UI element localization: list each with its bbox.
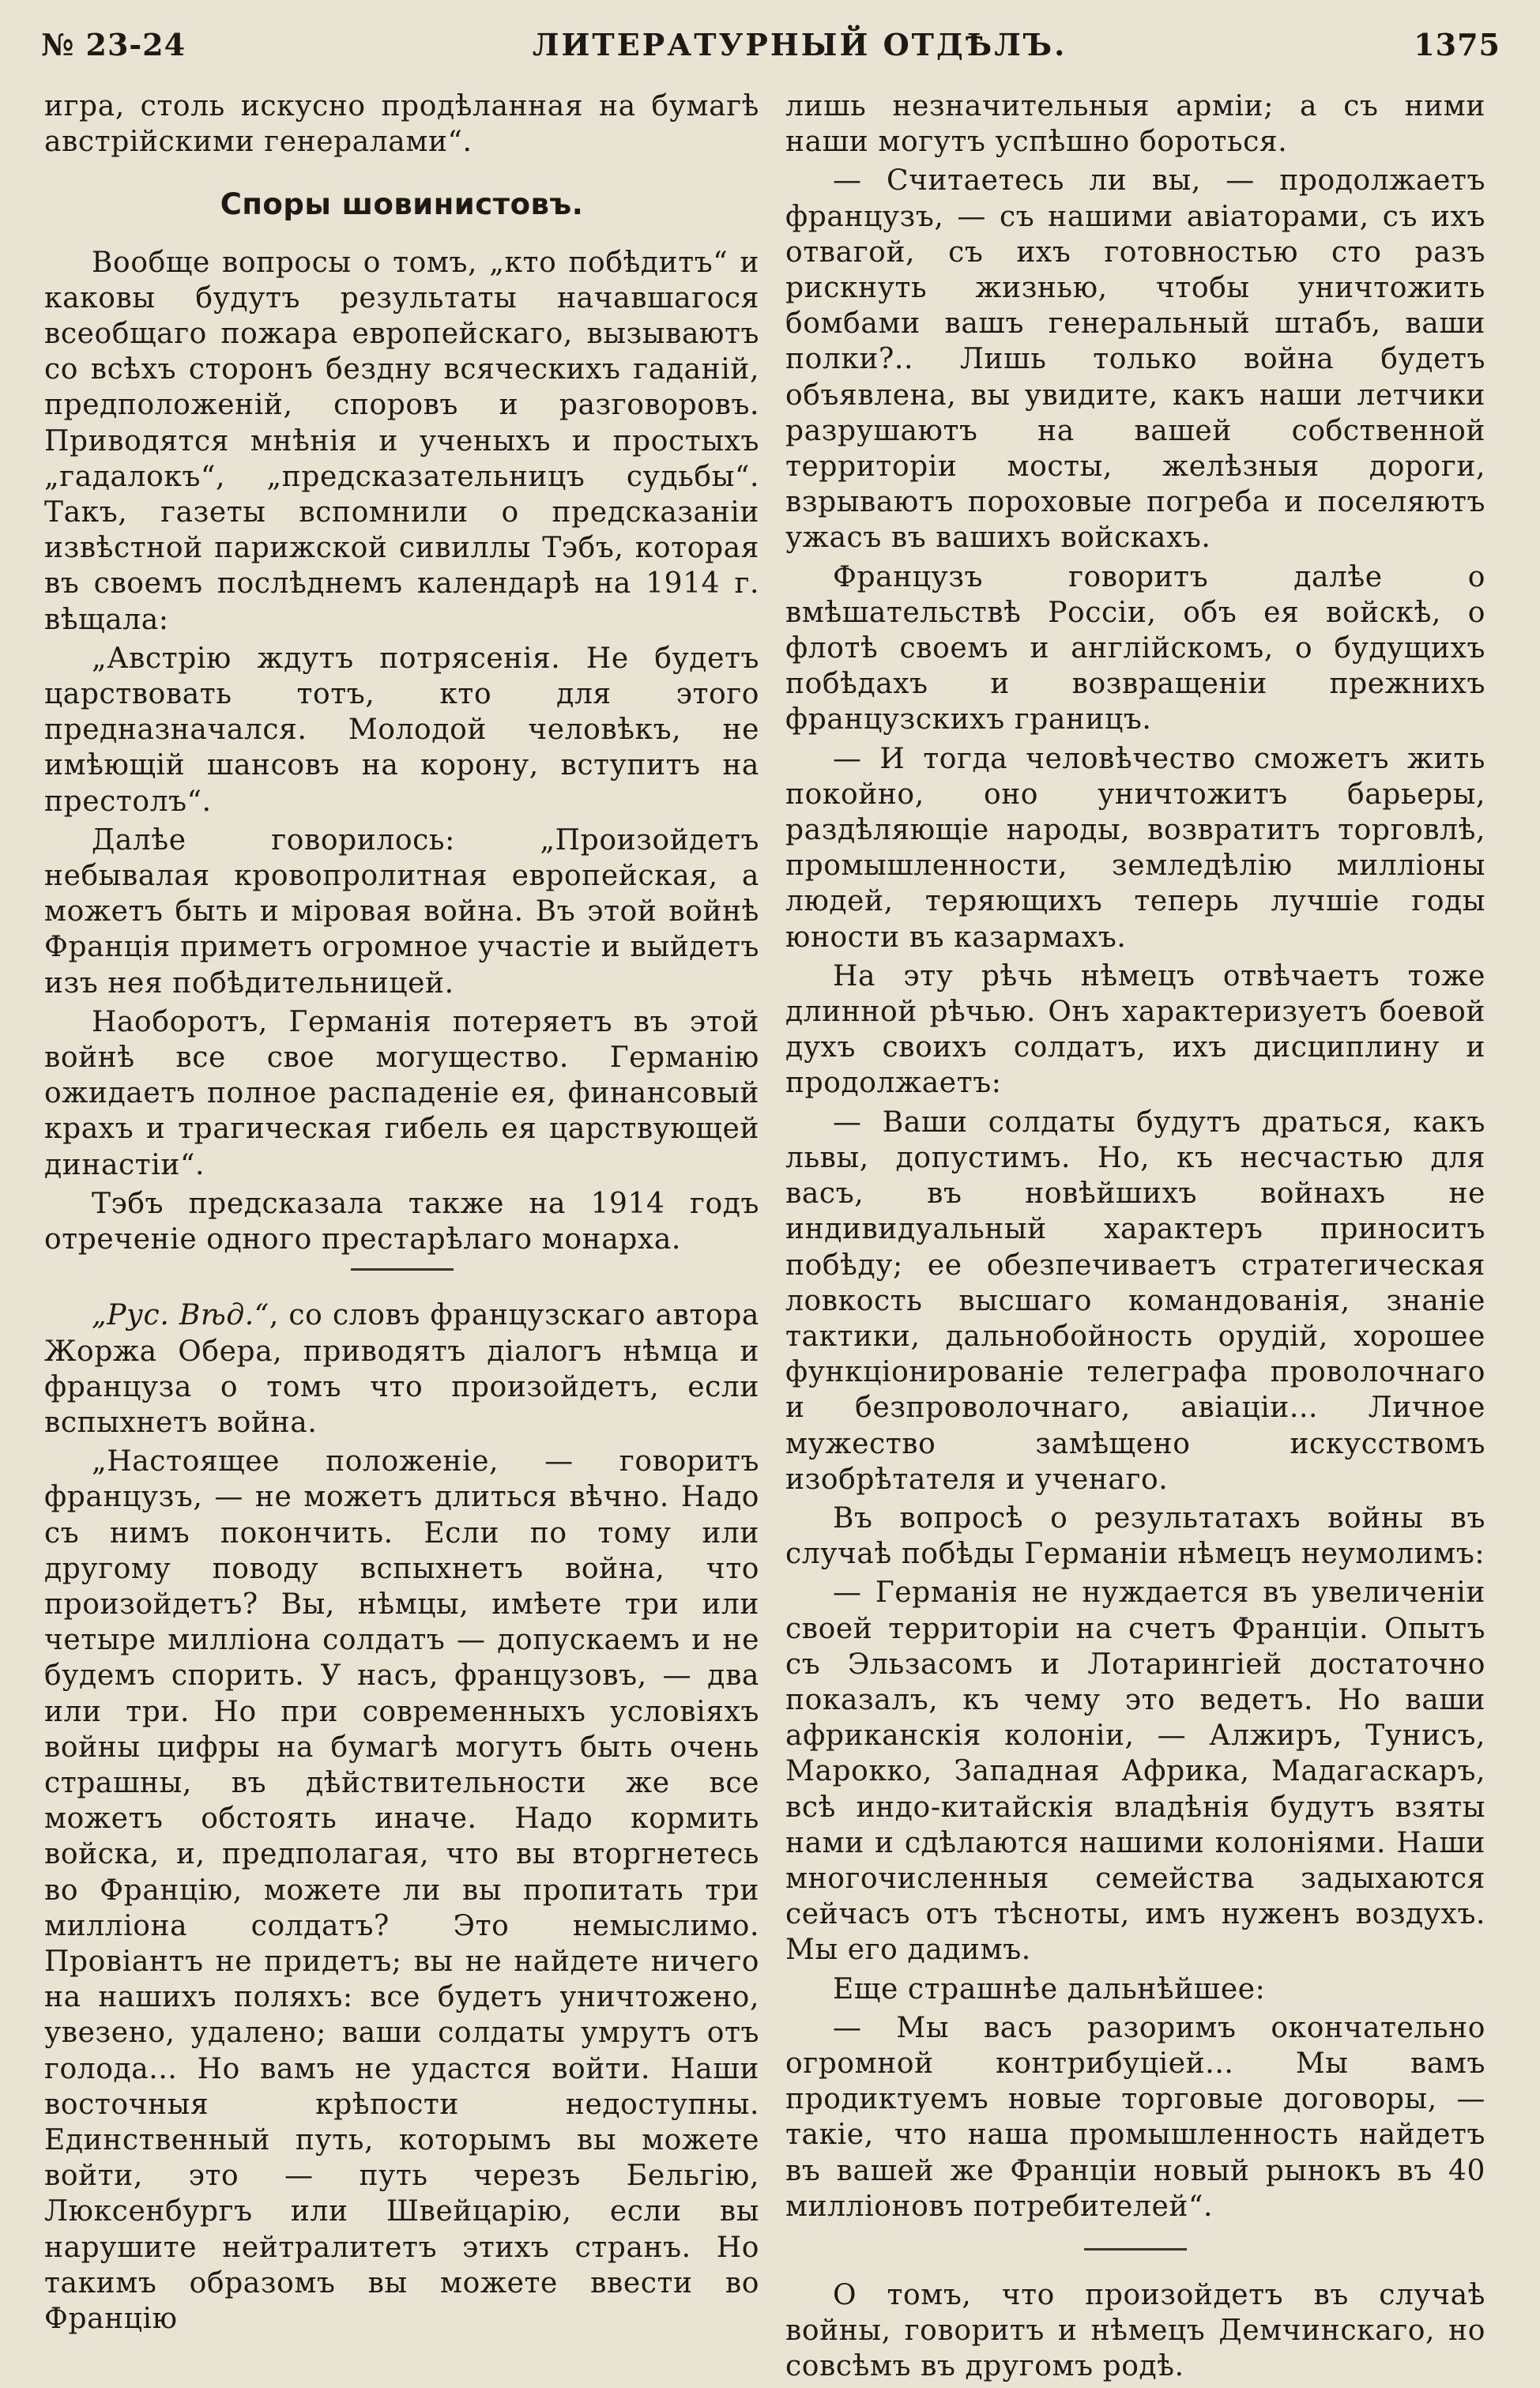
right-column [785,89,1485,2388]
paragraph: На эту рѣчь нѣмецъ отвѣчаетъ тоже длинной рѣчью. Онъ характеризуетъ боевой духъ своихъ солдатъ, ихъ дисциплину и продолжаетъ: [785,959,1485,1100]
page-number: 1375 [1414,26,1500,62]
paragraph: Еще страшнѣе дальнѣйшее: [833,1972,1266,2006]
paragraph: Далѣе говорилось: „Произойдетъ небывалая кровопролитная европейская, а можетъ быть и міровая война. Въ этой войнѣ Франція приметъ огромное участіе и выйдетъ изъ нея побѣдительницей. [44,823,759,1000]
paragraph: Въ вопросѣ о результатахъ войны въ случаѣ побѣды Германіи нѣмецъ неумолимъ: [785,1501,1485,1571]
paragraph: О томъ, что произойдетъ въ случаѣ войны, говоритъ и нѣмецъ Демчинскаго, но совсѣмъ въ другомъ родѣ. [785,2278,1485,2383]
paragraph [44,1298,759,1441]
divider-rule [351,1268,454,1271]
paragraph: Французъ говоритъ далѣе о вмѣшательствѣ Россіи, объ ея войскѣ, о флотѣ своемъ и англійскомъ, о будущихъ побѣдахъ и возвращеніи прежнихъ французскихъ границъ. [785,560,1485,736]
paragraph: Вообще вопросы о томъ, „кто побѣдитъ“ и каковы будутъ результаты начавшагося всеобщаго пожара европейскаго, вызываютъ со всѣхъ сторонъ бездну всяческихъ гаданій, предположеній, споровъ и разговоровъ. Приводятся мнѣнія и ученыхъ и простыхъ „гадалокъ“, „предсказательницъ судьбы“. Такъ, газеты вспомнили о предсказаніи извѣстной парижской сивиллы Тэбъ, которая въ своемъ послѣднемъ календарѣ на 1914 г. вѣщала: [44,246,759,636]
section-heading: Споры шовинистовъ. [220,187,584,222]
paragraph-text: , со словъ французскаго автора Жоржа Обера, приводятъ діалогъ нѣмца и француза о томъ что произойдетъ, если вспыхнетъ война. [44,1299,759,1439]
page-header [41,22,1500,66]
paragraph: — Считаетесь ли вы, — продолжаетъ французъ, — съ нашими авіаторами, съ ихъ отвагой, съ ихъ готовностью сто разъ рискнуть жизнью, чтобы уничтожить бомбами вашъ генеральный штабъ, ваши полки?.. Лишь только война будетъ объявлена, вы увидите, какъ наши летчики разрушаютъ на вашей собственной территоріи мосты, желѣзныя дороги, взрываютъ пороховые погреба и поселяютъ ужасъ въ вашихъ войскахъ. [785,164,1485,555]
paragraph: — И тогда человѣчество сможетъ жить покойно, оно уничтожитъ барьеры, раздѣляющіе народы, возвратитъ торговлѣ, промышленности, земледѣлію милліоны людей, теряющихъ теперь лучшіе годы юности въ казармахъ. [785,742,1485,954]
issue-number: № 23-24 [41,26,186,62]
paragraph: — Германія не нуждается въ увеличеніи своей территоріи на счетъ Франціи. Опытъ съ Эльзасомъ и Лотарингіей достаточно показалъ, къ чему это ведетъ. Но ваши африканскія колоніи, — Алжиръ, Тунисъ, Марокко, Западная Африка, Мадагаскаръ, всѣ индо-китайскія владѣнія будутъ взяты нами и сдѣлаются нашими колоніями. Наши многочисленныя семейства задыхаются сейчасъ отъ тѣсноты, имъ нуженъ воздухъ. Мы его дадимъ. [785,1576,1485,1967]
paragraph: — Ваши солдаты будутъ драться, какъ львы, допустимъ. Но, къ несчастью для васъ, въ новѣйшихъ войнахъ не индивидуальный характеръ приноситъ побѣду; ее обезпечиваетъ стратегическая ловкость высшаго командованія, знаніе тактики, дальнобойность орудій, хорошее функціонированіе телеграфа проволочнаго и безпроволочнаго, авіаціи... Личное мужество замѣщено искусствомъ изобрѣтателя и ученаго. [785,1105,1485,1496]
paragraph: „Австрію ждутъ потрясенія. Не будетъ царствовать тотъ, кто для этого предназначался. Молодой человѣкъ, не имѣющій шансовъ на корону, вступитъ на престолъ“. [44,642,759,818]
divider-rule [1084,2248,1187,2251]
paragraph: Тэбъ предсказала также на 1914 годъ отреченіе одного престарѣлаго монарха. [44,1187,759,1256]
paragraph: — Мы васъ разоримъ окончательно огромной контрибуціей... Мы вамъ продиктуемъ новые торговые договоры, — такіе, что наша промышленность найдетъ въ вашей же Франціи новый рынокъ въ 40 милліоновъ потребителей“. [785,2011,1485,2223]
paragraph: игра, столь искусно продѣланная на бумагѣ австрійскими генералами“. [44,90,759,159]
left-column [44,89,759,2340]
paragraph: „Настоящее положеніе, — говоритъ французъ, — не можетъ длиться вѣчно. Надо съ нимъ покончить. Если по тому или другому поводу вспыхнетъ война, что произойдетъ? Вы, нѣмцы, имѣете три или четыре милліона солдатъ — допускаемъ и не будемъ спорить. У насъ, французовъ, — два или три. Но при современныхъ условіяхъ войны цифры на бумагѣ могутъ быть очень страшны, въ дѣйствительности же все можетъ обстоять иначе. Надо кормить войска, и, предполагая, что вы вторгнетесь во Францію, можете ли вы пропитать три милліона солдатъ? Это немыслимо. Провіантъ не придетъ; вы не найдете ничего на нашихъ поляхъ: все будетъ уничтожено, увезено, удалено; ваши солдаты умрутъ отъ голода... Но вамъ не удастся войти. Наши восточныя крѣпости недоступны. Единственный путь, которымъ вы можете войти, это — путь черезъ Бельгію, Люксенбургъ или Швейцарію, если вы нарушите нейтралитетъ этихъ странъ. Но такимъ образомъ вы можете ввести во Францію [44,1445,759,2335]
paragraph: лишь незначительныя арміи; а съ ними наши могутъ успѣшно бороться. [785,90,1485,159]
source-name: „Рус. Вѣд.“ [92,1299,269,1332]
paragraph: Наоборотъ, Германія потеряетъ въ этой войнѣ все свое могущество. Германію ожидаетъ полное распаденіе ея, финансовый крахъ и трагическая гибель ея царствующей династіи“. [44,1005,759,1181]
section-title: ЛИТЕРАТУРНЫЙ ОТДѢЛЪ. [532,26,1067,62]
